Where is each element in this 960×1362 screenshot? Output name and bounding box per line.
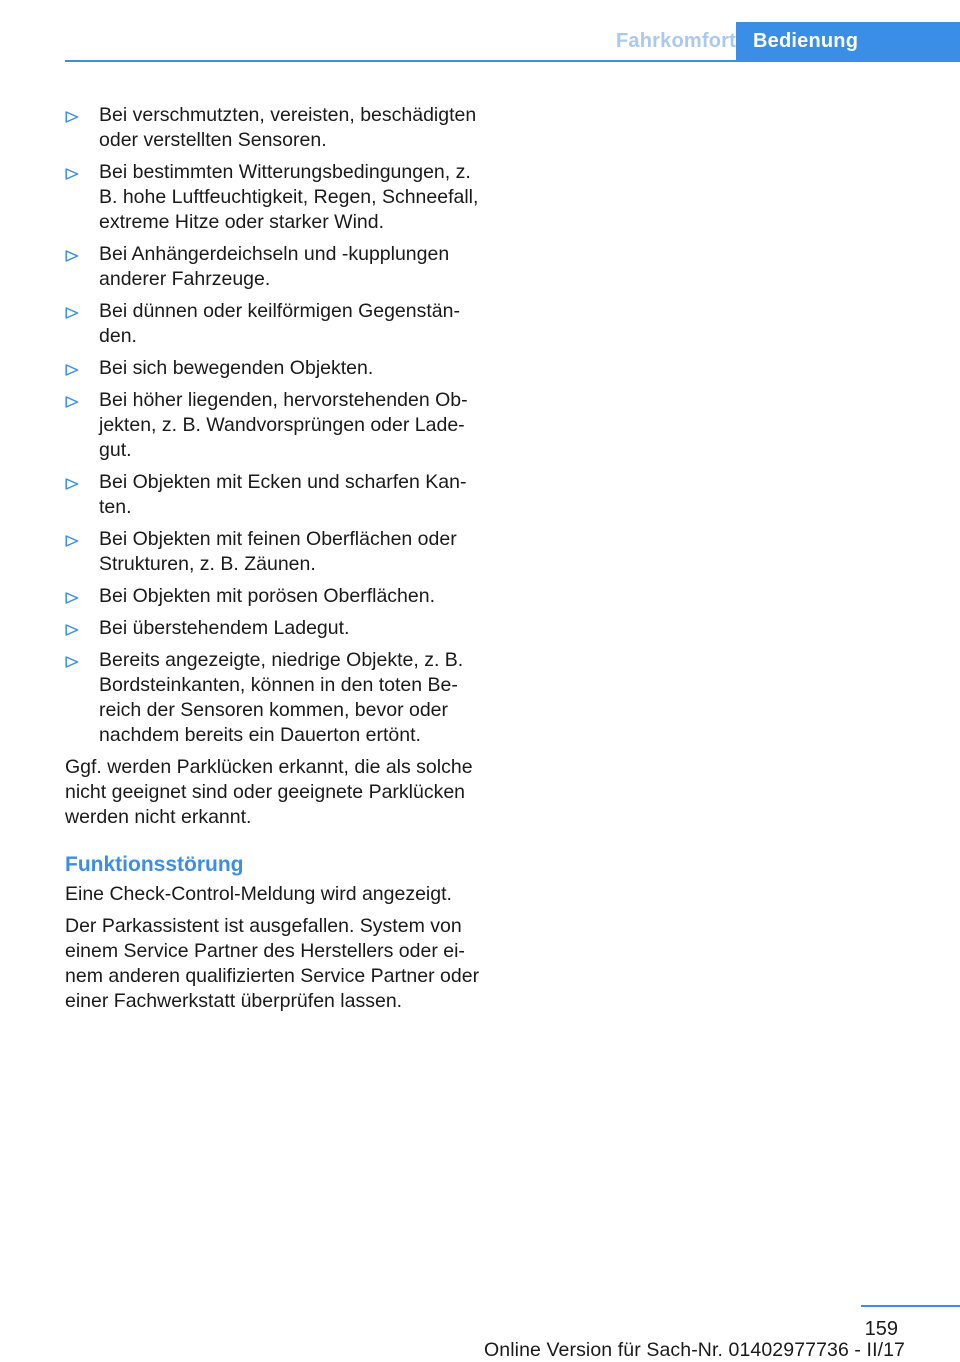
list-item — [65, 584, 480, 609]
list-item-text: Bei höher liegenden, hervorstehenden Objekten, z. B. Wandvorsprüngen oder Ladegut. — [99, 389, 468, 461]
list-item — [65, 527, 480, 577]
list-item-text: Bei überstehendem Ladegut. — [99, 617, 350, 639]
triangle-right-outline-icon — [65, 396, 79, 408]
main-content — [65, 103, 480, 1021]
page-number: 159 — [864, 1318, 898, 1340]
triangle-right-outline-icon — [65, 250, 79, 262]
section-heading: Funktionsstörung — [65, 853, 244, 876]
list-item — [65, 648, 480, 748]
triangle-right-outline-icon — [65, 168, 79, 180]
list-item — [65, 356, 480, 381]
triangle-right-outline-icon — [65, 624, 79, 636]
list-item — [65, 160, 480, 235]
header-section-label: Fahrkomfort — [616, 30, 736, 52]
list-item — [65, 388, 480, 463]
section-paragraph-2: Der Parkassistent ist ausgefallen. System von einem Service Partner des Herstellers oder einem anderen qualifizierten Service Partner oder einer Fachwerkstatt überprüfen lassen. — [65, 915, 480, 1012]
triangle-right-outline-icon — [65, 478, 79, 490]
condition-list — [65, 103, 480, 748]
triangle-right-outline-icon — [65, 656, 79, 668]
list-item-text: Bei Objekten mit Ecken und scharfen Kanten. — [99, 471, 467, 518]
section-paragraph-1: Eine Check-Control-Meldung wird angezeigt. — [65, 883, 452, 905]
list-item-text: Bei dünnen oder keilförmigen Gegenständen. — [99, 300, 460, 347]
triangle-right-outline-icon — [65, 364, 79, 376]
footer-rule — [861, 1305, 960, 1307]
page-header — [0, 0, 960, 64]
list-item-text: Bei Objekten mit porösen Oberflächen. — [99, 585, 436, 607]
list-item-text: Bei bestimmten Witterungsbedingungen, z. B. hohe Luftfeuchtigkeit, Regen, Schneefall, extreme Hitze oder starker Wind. — [99, 161, 479, 233]
header-rule — [65, 60, 960, 62]
header-chapter-tab: Bedienung — [736, 22, 960, 62]
footer-note: Online Version für Sach-Nr. 01402977736 - II/17 — [484, 1339, 905, 1361]
list-item — [65, 616, 480, 641]
list-item-text: Bei sich bewegenden Objekten. — [99, 357, 374, 379]
list-item-text: Bei Anhängerdeichseln und -kupplungen anderer Fahrzeuge. — [99, 243, 450, 290]
list-item-text: Bereits angezeigte, niedrige Objekte, z. B. Bordsteinkanten, können in den toten Bereich der Sensoren kommen, bevor oder nachdem bereits ein Dauerton ertönt. — [99, 649, 464, 746]
triangle-right-outline-icon — [65, 307, 79, 319]
intro-paragraph: Ggf. werden Parklücken erkannt, die als solche nicht geeignet sind oder geeignete Parklücken werden nicht erkannt. — [65, 756, 473, 828]
list-item — [65, 242, 480, 292]
list-item — [65, 299, 480, 349]
triangle-right-outline-icon — [65, 111, 79, 123]
triangle-right-outline-icon — [65, 592, 79, 604]
list-item — [65, 470, 480, 520]
list-item-text: Bei Objekten mit feinen Oberflächen oder Strukturen, z. B. Zäunen. — [99, 528, 457, 575]
triangle-right-outline-icon — [65, 535, 79, 547]
list-item — [65, 103, 480, 153]
list-item-text: Bei verschmutzten, vereisten, beschädigten oder verstellten Sensoren. — [99, 104, 477, 151]
